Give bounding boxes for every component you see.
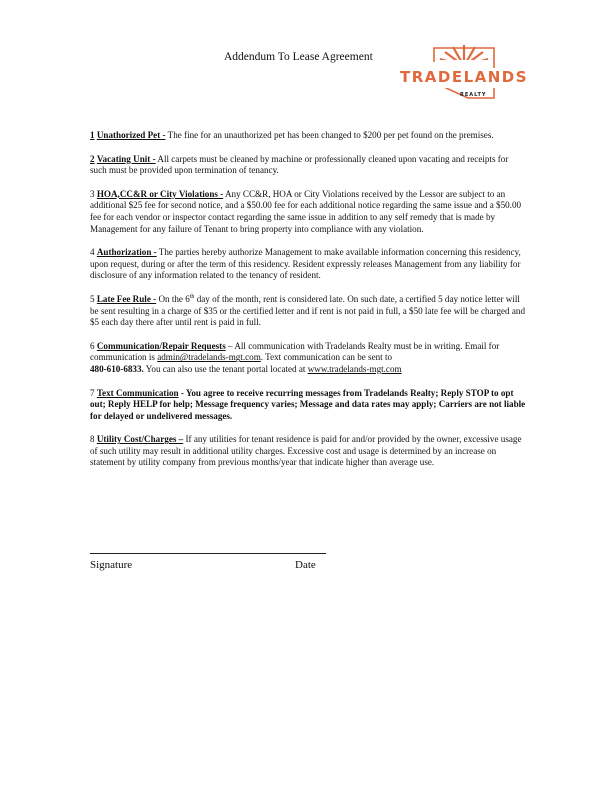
clause-7	[90, 388, 526, 423]
company-logo	[400, 40, 528, 106]
email-link[interactable]: admin@tradelands-mgt.com	[157, 352, 261, 363]
clause-number: 5	[90, 293, 95, 304]
clause-heading: HOA,CC&R or City Violations -	[96, 188, 224, 199]
portal-link[interactable]: www.tradelands-mgt.com	[307, 363, 402, 374]
clause-number: 3	[90, 188, 95, 199]
clause-text: You can also use the tenant portal located at	[143, 363, 308, 374]
addendum-body	[90, 130, 526, 481]
clause-2	[90, 154, 526, 177]
clause-number: 7	[90, 387, 95, 398]
clause-text: All carpets must be cleaned by machine or professionally cleaned upon vacating and receipts for such must be provided upon termination of tenancy.	[90, 153, 509, 176]
clause-text: – All communication with Tradelands Realty must be in writing. Email for communication is	[90, 340, 500, 363]
clause-text: If any utilities for tenant residence is paid for and/or provided by the owner, excessive usage of such utility may result in additional utility charges. Excessive cost and usage is determined by an increase on statement by utility company from previous months/year that indicate higher than average use.	[90, 434, 522, 468]
clause-text: The fine for an unauthorized pet has been changed to $200 per pet found on the premises.	[165, 130, 494, 140]
clause-text: - You agree to receive recurring messages from Tradelands Realty; Reply STOP to opt out; Reply HELP for help; Message frequency varies; Message and data rates may apply; Carriers are not liable for delayed or undelivered messages.	[90, 387, 526, 421]
logo-wordmark: TRADELANDS	[400, 68, 529, 86]
clause-4	[90, 247, 526, 282]
clause-text: day of the month, rent is considered late. On such date, a certified 5 day notice letter will be sent resulting in a charge of $35 or the certified letter and if rent is not paid in full, a $50 late fee will be charged and $5 each day there after until rent is paid in full.	[90, 293, 526, 328]
phone-number: 480-610-6833.	[90, 363, 144, 374]
ordinal-suffix: th	[189, 293, 195, 300]
clause-text: Any CC&R, HOA or City Violations received by the Lessor are subject to an additional $25 fee for second notice, and a $50.00 fee for each additional notice regarding the same issue and a $50.00 fee for each vendor or inspector contact regarding the same issue in addition to any self remedy that is made by Management for any failure of Tenant to bring property into compliance with any violation.	[90, 188, 522, 234]
clause-number: 1	[90, 130, 95, 140]
clause-heading: Late Fee Rule -	[96, 293, 157, 304]
date-label: Date	[295, 559, 316, 571]
page-title: Addendum To Lease Agreement	[224, 51, 373, 63]
clause-heading: Vacating Unit -	[96, 153, 156, 164]
clause-1	[90, 130, 526, 142]
clause-5	[90, 294, 526, 329]
clause-text: On the 6	[156, 293, 190, 304]
clause-text: The parties hereby authorize Management to make available information concerning this residency, upon request, during or after the term of this residency. Resident expressly releases Management from any liability for disclosure of any information related to the tenancy of resident.	[90, 247, 521, 281]
clause-heading: Authorization -	[96, 247, 157, 258]
clause-number: 8	[90, 434, 95, 445]
logo-subtitle: REALTY	[460, 92, 487, 98]
clause-number: 6	[90, 340, 95, 351]
clause-heading: Utility Cost/Charges –	[96, 434, 184, 445]
signature-line[interactable]	[90, 553, 326, 554]
clause-heading: Communication/Repair Requests	[96, 340, 226, 351]
clause-3	[90, 189, 526, 235]
clause-number: 4	[90, 247, 95, 258]
clause-8	[90, 434, 526, 469]
clause-6	[90, 341, 526, 376]
clause-number: 2	[90, 153, 95, 164]
clause-heading: Text Communication	[96, 387, 179, 398]
clause-text: . Text communication can be sent to	[260, 352, 393, 363]
clause-heading: Unathorized Pet -	[96, 130, 166, 140]
signature-label: Signature	[90, 559, 133, 571]
